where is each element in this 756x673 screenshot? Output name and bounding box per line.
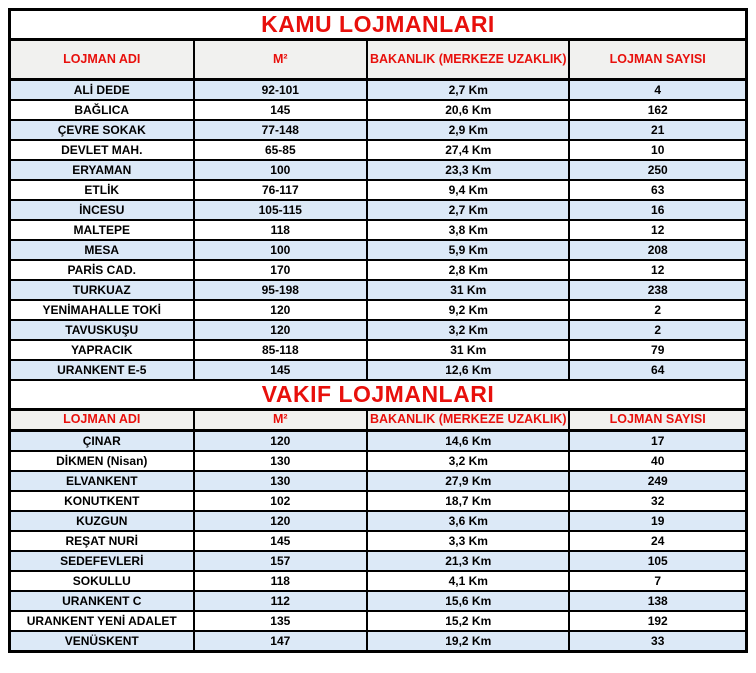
table-row [11, 81, 745, 101]
table-cell: KUZGUN [11, 512, 195, 530]
table-cell: 33 [570, 632, 745, 650]
column-header-lojman-sayisi: LOJMAN SAYISI [609, 412, 706, 427]
table-row [11, 512, 745, 532]
table-cell: 102 [195, 492, 369, 510]
table-row [11, 221, 745, 241]
table-cell: 19,2 Km [368, 632, 570, 650]
table-cell: 64 [570, 361, 745, 379]
table-cell: 118 [195, 572, 369, 590]
table-cell: ALİ DEDE [11, 81, 195, 99]
table-cell: VENÜSKENT [11, 632, 195, 650]
header-row [11, 411, 745, 432]
table-cell: 120 [195, 432, 369, 450]
table-cell: 31 Km [368, 281, 570, 299]
table-cell: 76-117 [195, 181, 369, 199]
table-cell: 21 [570, 121, 745, 139]
table-cell: 2,9 Km [368, 121, 570, 139]
table-cell: 18,7 Km [368, 492, 570, 510]
column-header-lojman-adi: LOJMAN ADI [11, 411, 195, 429]
table-cell: YENİMAHALLE TOKİ [11, 301, 195, 319]
table-cell: 77-148 [195, 121, 369, 139]
table-row [11, 341, 745, 361]
table-cell: 7 [570, 572, 745, 590]
table-cell: 15,6 Km [368, 592, 570, 610]
table-cell: 145 [195, 361, 369, 379]
table-cell: 192 [570, 612, 745, 630]
table-row [11, 592, 745, 612]
table-cell: 120 [195, 512, 369, 530]
table-row [11, 241, 745, 261]
housing-table [8, 8, 748, 653]
table-row [11, 452, 745, 472]
table-cell: 130 [195, 472, 369, 490]
table-cell: 9,4 Km [368, 181, 570, 199]
table-cell: 3,8 Km [368, 221, 570, 239]
table-cell: 20,6 Km [368, 101, 570, 119]
column-header-bakanlik: BAKANLIK (MERKEZE UZAKLIK) [368, 41, 570, 78]
table-cell: ERYAMAN [11, 161, 195, 179]
table-cell: 23,3 Km [368, 161, 570, 179]
table-cell: 105 [570, 552, 745, 570]
table-row [11, 121, 745, 141]
table-cell: ÇINAR [11, 432, 195, 450]
table-cell: TAVUSKUŞU [11, 321, 195, 339]
table-cell: 19 [570, 512, 745, 530]
table-row [11, 472, 745, 492]
section-vakif [11, 381, 745, 650]
table-cell: 4,1 Km [368, 572, 570, 590]
column-header-bakanlik: BAKANLIK (MERKEZE UZAKLIK) [368, 411, 570, 429]
table-cell: 162 [570, 101, 745, 119]
table-cell: URANKENT E-5 [11, 361, 195, 379]
table-cell: 63 [570, 181, 745, 199]
table-cell: 249 [570, 472, 745, 490]
table-cell: 12 [570, 261, 745, 279]
table-cell: 3,3 Km [368, 532, 570, 550]
table-row [11, 532, 745, 552]
table-body-kamu [11, 81, 745, 381]
table-cell: URANKENT YENİ ADALET [11, 612, 195, 630]
table-cell: KONUTKENT [11, 492, 195, 510]
table-row [11, 281, 745, 301]
section-title-kamu: KAMU LOJMANLARI [11, 11, 745, 41]
header-row [11, 41, 745, 81]
table-cell: 2,7 Km [368, 81, 570, 99]
table-cell: 135 [195, 612, 369, 630]
table-cell: REŞAT NURİ [11, 532, 195, 550]
table-row [11, 632, 745, 650]
table-cell: ÇEVRE SOKAK [11, 121, 195, 139]
table-cell: 130 [195, 452, 369, 470]
table-cell: 32 [570, 492, 745, 510]
table-cell: ELVANKENT [11, 472, 195, 490]
table-cell: YAPRACIK [11, 341, 195, 359]
table-cell: 208 [570, 241, 745, 259]
section-kamu [11, 11, 745, 381]
table-cell: 100 [195, 241, 369, 259]
table-cell: 21,3 Km [368, 552, 570, 570]
table-cell: 250 [570, 161, 745, 179]
table-row [11, 361, 745, 381]
table-cell: 105-115 [195, 201, 369, 219]
table-row [11, 301, 745, 321]
table-cell: 65-85 [195, 141, 369, 159]
table-cell: 3,6 Km [368, 512, 570, 530]
table-cell: 5,9 Km [368, 241, 570, 259]
table-cell: ETLİK [11, 181, 195, 199]
table-cell: 118 [195, 221, 369, 239]
table-cell: 85-118 [195, 341, 369, 359]
table-cell: 24 [570, 532, 745, 550]
table-row [11, 181, 745, 201]
table-cell: 238 [570, 281, 745, 299]
table-cell: PARİS CAD. [11, 261, 195, 279]
table-cell: 27,9 Km [368, 472, 570, 490]
table-row [11, 492, 745, 512]
table-cell: 3,2 Km [368, 321, 570, 339]
table-row [11, 612, 745, 632]
table-cell: 17 [570, 432, 745, 450]
table-cell: 10 [570, 141, 745, 159]
table-cell: 12,6 Km [368, 361, 570, 379]
table-row [11, 161, 745, 181]
table-cell: URANKENT C [11, 592, 195, 610]
table-row [11, 201, 745, 221]
table-cell: 79 [570, 341, 745, 359]
table-row [11, 141, 745, 161]
table-cell: 157 [195, 552, 369, 570]
table-row [11, 321, 745, 341]
table-cell: 120 [195, 321, 369, 339]
table-cell: SEDEFEVLERİ [11, 552, 195, 570]
section-title-vakif: VAKIF LOJMANLARI [11, 381, 745, 411]
table-cell: 2 [570, 321, 745, 339]
table-cell: TURKUAZ [11, 281, 195, 299]
table-cell: 95-198 [195, 281, 369, 299]
table-row [11, 261, 745, 281]
table-cell: SOKULLU [11, 572, 195, 590]
table-cell: 14,6 Km [368, 432, 570, 450]
table-cell: DEVLET MAH. [11, 141, 195, 159]
table-cell: 4 [570, 81, 745, 99]
table-cell: 2,8 Km [368, 261, 570, 279]
table-cell: BAĞLICA [11, 101, 195, 119]
table-cell: 31 Km [368, 341, 570, 359]
table-cell: 15,2 Km [368, 612, 570, 630]
table-row [11, 432, 745, 452]
table-cell: 2,7 Km [368, 201, 570, 219]
table-cell: MALTEPE [11, 221, 195, 239]
table-cell: 147 [195, 632, 369, 650]
table-cell: 100 [195, 161, 369, 179]
column-header-lojman-adi: LOJMAN ADI [11, 41, 195, 78]
table-cell: 138 [570, 592, 745, 610]
table-cell: İNCESU [11, 201, 195, 219]
table-row [11, 572, 745, 592]
table-cell: 27,4 Km [368, 141, 570, 159]
table-row [11, 552, 745, 572]
table-row [11, 101, 745, 121]
table-cell: 9,2 Km [368, 301, 570, 319]
table-cell: 112 [195, 592, 369, 610]
table-body-vakif [11, 432, 745, 650]
table-cell: 145 [195, 101, 369, 119]
table-cell: MESA [11, 241, 195, 259]
table-cell: 170 [195, 261, 369, 279]
column-header-lojman-sayisi: LOJMAN SAYISI [609, 51, 706, 66]
table-cell: 145 [195, 532, 369, 550]
table-cell: 92-101 [195, 81, 369, 99]
table-cell: 40 [570, 452, 745, 470]
table-cell: 3,2 Km [368, 452, 570, 470]
table-cell: 12 [570, 221, 745, 239]
column-header-m2: M² [195, 411, 369, 429]
table-cell: 120 [195, 301, 369, 319]
column-header-m2: M² [195, 41, 369, 78]
table-cell: DİKMEN (Nisan) [11, 452, 195, 470]
table-cell: 2 [570, 301, 745, 319]
table-cell: 16 [570, 201, 745, 219]
